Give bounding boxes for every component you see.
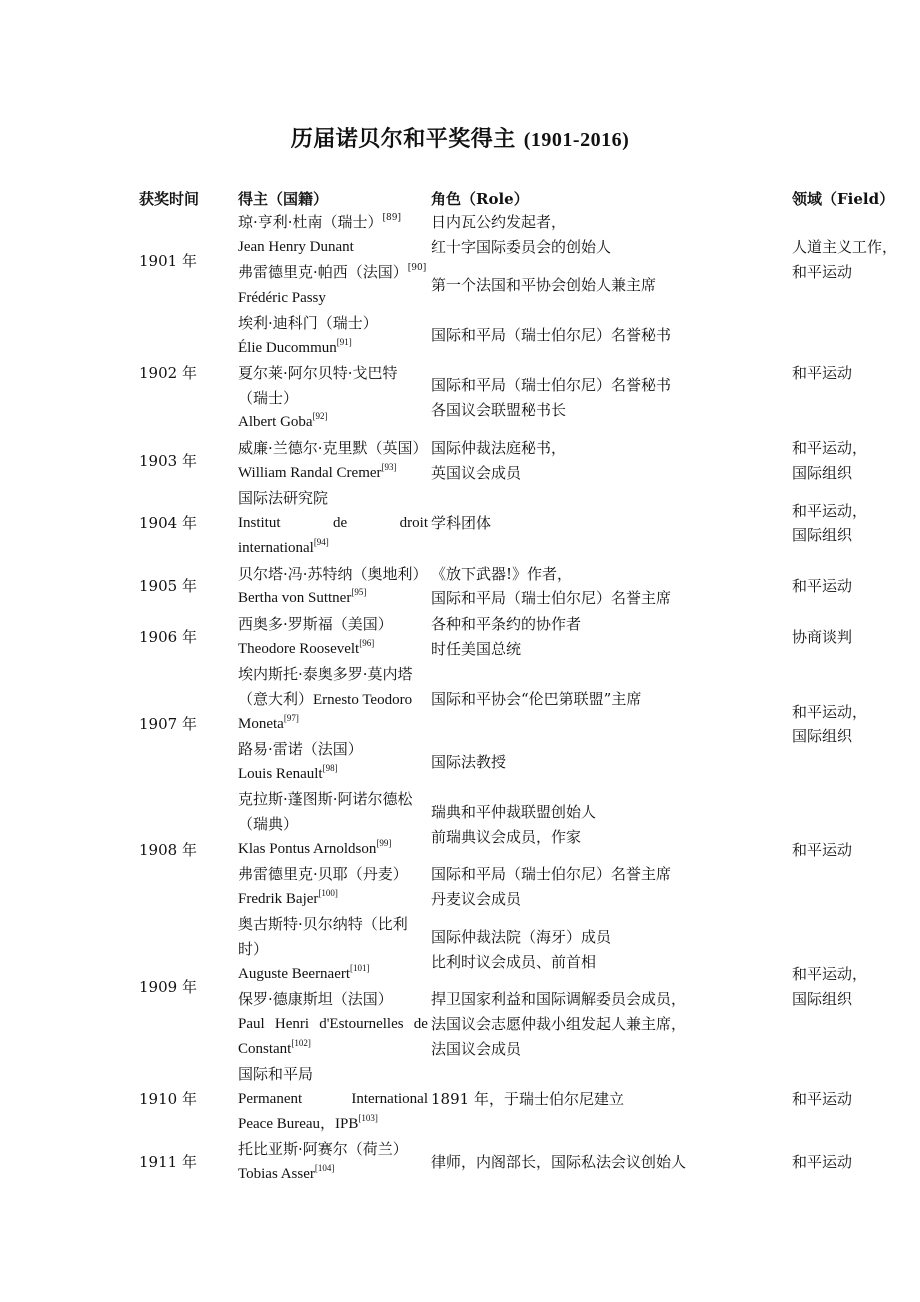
field-1903-1: 和平运动，	[792, 439, 868, 457]
page-title	[0, 122, 920, 153]
laureate-moneta-cn-2: （意大利）Ernesto Teodoro	[238, 690, 413, 708]
year-1905: 1905 年	[139, 577, 197, 595]
field-1903-2: 国际组织	[792, 464, 853, 482]
laureate-bajer-cn: 弗雷德里克·贝耶（丹麦）	[238, 865, 408, 883]
field-1910: 和平运动	[792, 1090, 853, 1108]
laureate-beernaert-cn-1: 奥古斯特·贝尔纳特（比利	[238, 915, 408, 933]
role-dunant-2: 红十字国际委员会的创始人	[431, 238, 612, 256]
role-estournelles-3: 法国议会成员	[431, 1040, 522, 1058]
laureate-dunant-en: Jean Henry Dunant	[238, 239, 354, 255]
role-beernaert-1: 国际仲裁法院（海牙）成员	[431, 928, 612, 946]
citation[interactable]: [91]	[336, 337, 352, 347]
year-1911: 1911 年	[139, 1153, 197, 1171]
role-asser: 律师，内阁部长，国际私法会议创始人	[431, 1153, 687, 1171]
role-goba-1: 国际和平局（瑞士伯尔尼）名誉秘书	[431, 376, 672, 394]
year-1903: 1903 年	[139, 452, 197, 470]
year-1904: 1904 年	[139, 514, 197, 532]
field-1908: 和平运动	[792, 841, 853, 859]
laureate-cremer-cn: 威廉·兰德尔·克里默（英国）	[238, 439, 428, 457]
laureate-roosevelt-cn: 西奥多·罗斯福（美国）	[238, 615, 393, 633]
laureate-cremer-en: William Randal Cremer[93]	[238, 462, 397, 481]
header-year: 获奖时间	[139, 190, 200, 208]
role-cremer-2: 英国议会成员	[431, 464, 522, 482]
laureate-renault-en: Louis Renault[98]	[238, 763, 338, 782]
year-1901: 1901 年	[139, 252, 197, 270]
title-years: (1901-2016)	[523, 129, 630, 151]
header-role: 角色（Role）	[431, 190, 529, 208]
year-1910: 1910 年	[139, 1090, 197, 1108]
title-main: 历届诺贝尔和平奖得主	[290, 126, 516, 152]
header-laureate: 得主（国籍）	[238, 190, 329, 208]
role-cremer-1: 国际仲裁法庭秘书，	[431, 439, 567, 457]
header-field: 领域（Field）	[792, 190, 895, 208]
laureate-moneta-cn-1: 埃内斯托·泰奥多罗·莫内塔	[238, 665, 413, 683]
laureate-suttner-en: Bertha von Suttner[95]	[238, 587, 367, 606]
citation[interactable]: [93]	[381, 462, 397, 472]
citation[interactable]: [98]	[322, 763, 338, 773]
citation[interactable]: [100]	[318, 888, 338, 898]
laureate-arnoldson-en: Klas Pontus Arnoldson[99]	[238, 838, 392, 857]
field-1905: 和平运动	[792, 577, 853, 595]
role-arnoldson-2: 前瑞典议会成员，作家	[431, 828, 582, 846]
field-1911: 和平运动	[792, 1153, 853, 1171]
field-1904-1: 和平运动，	[792, 502, 868, 520]
year-1909: 1909 年	[139, 978, 197, 996]
citation[interactable]: [103]	[358, 1113, 378, 1123]
field-1901-2: 和平运动	[792, 263, 853, 281]
citation[interactable]: [104]	[314, 1163, 335, 1173]
role-ducommun: 国际和平局（瑞士伯尔尼）名誉秘书	[431, 326, 672, 344]
laureate-passy-cn: 弗雷德里克·帕西（法国）[90]	[238, 263, 427, 281]
role-renault: 国际法教授	[431, 753, 507, 771]
laureate-ducommun-cn: 埃利·迪科门（瑞士）	[238, 314, 378, 332]
role-idi: 学科团体	[431, 514, 492, 532]
field-1906: 协商谈判	[792, 628, 853, 646]
citation[interactable]: [102]	[291, 1038, 311, 1048]
role-estournelles-2: 法国议会志愿仲裁小组发起人兼主席，	[431, 1015, 687, 1033]
laureate-estournelles-en-1: Paul Henri d'Estournelles de	[238, 1016, 428, 1032]
laureate-arnoldson-cn-1: 克拉斯·蓬图斯·阿诺尔德松	[238, 790, 413, 808]
laureate-asser-cn: 托比亚斯·阿赛尔（荷兰）	[238, 1140, 408, 1158]
laureate-suttner-cn: 贝尔塔·冯·苏特纳（奥地利）	[238, 565, 428, 583]
laureate-estournelles-cn: 保罗·德康斯坦（法国）	[238, 990, 393, 1008]
citation[interactable]: [96]	[359, 638, 375, 648]
citation[interactable]: [92]	[312, 411, 328, 421]
role-goba-2: 各国议会联盟秘书长	[431, 401, 567, 419]
role-passy: 第一个法国和平协会创始人兼主席	[431, 276, 657, 294]
citation[interactable]: [90]	[407, 263, 427, 273]
role-estournelles-1: 捍卫国家利益和国际调解委员会成员，	[431, 990, 687, 1008]
role-bajer-1: 国际和平局（瑞士伯尔尼）名誉主席	[431, 865, 672, 883]
laureate-ipb-en-2: Peace Bureau，IPB[103]	[238, 1113, 378, 1132]
role-ipb: 1891 年，于瑞士伯尔尼建立	[431, 1090, 624, 1108]
role-suttner-2: 国际和平局（瑞士伯尔尼）名誉主席	[431, 589, 672, 607]
role-suttner-1: 《放下武器!》作者，	[431, 565, 573, 583]
year-1907: 1907 年	[139, 715, 197, 733]
laureate-idi-en-2: international[94]	[238, 537, 329, 556]
citation[interactable]: [99]	[376, 838, 392, 848]
laureate-roosevelt-en: Theodore Roosevelt[96]	[238, 638, 375, 657]
laureate-ducommun-en: Élie Ducommun[91]	[238, 337, 352, 356]
year-1902: 1902 年	[139, 364, 197, 382]
field-1909-1: 和平运动，	[792, 965, 868, 983]
laureate-estournelles-en-2: Constant[102]	[238, 1038, 311, 1057]
laureate-bajer-en: Fredrik Bajer[100]	[238, 888, 338, 907]
laureate-arnoldson-cn-2: （瑞典）	[238, 815, 299, 833]
citation[interactable]: [101]	[350, 963, 370, 973]
citation[interactable]: [94]	[313, 537, 329, 547]
laureate-beernaert-en: Auguste Beernaert[101]	[238, 963, 370, 982]
laureate-idi-cn: 国际法研究院	[238, 489, 329, 507]
role-roosevelt-2: 时任美国总统	[431, 640, 522, 658]
field-1907-2: 国际组织	[792, 727, 853, 745]
role-moneta: 国际和平协会“伦巴第联盟”主席	[431, 690, 642, 708]
laureate-passy-en: Frédéric Passy	[238, 290, 326, 306]
field-1902: 和平运动	[792, 364, 853, 382]
role-bajer-2: 丹麦议会成员	[431, 890, 522, 908]
laureate-renault-cn: 路易·雷诺（法国）	[238, 740, 363, 758]
laureate-goba-cn-1: 夏尔莱·阿尔贝特·戈巴特	[238, 364, 398, 382]
laureate-ipb-en-1: Permanent International	[238, 1091, 428, 1107]
laureate-ipb-cn: 国际和平局	[238, 1065, 314, 1083]
year-1906: 1906 年	[139, 628, 197, 646]
role-arnoldson-1: 瑞典和平仲裁联盟创始人	[431, 803, 597, 821]
field-1907-1: 和平运动，	[792, 703, 868, 721]
citation[interactable]: [95]	[351, 587, 367, 597]
citation[interactable]: [89]	[382, 213, 402, 223]
citation[interactable]: [97]	[283, 713, 299, 723]
laureate-asser-en: Tobias Asser[104]	[238, 1163, 335, 1182]
laureate-goba-cn-2: （瑞士）	[238, 389, 299, 407]
role-beernaert-2: 比利时议会成员、前首相	[431, 953, 597, 971]
role-roosevelt-1: 各种和平条约的协作者	[431, 615, 582, 633]
field-1901-1: 人道主义工作，	[792, 238, 898, 256]
laureate-moneta-en: Moneta[97]	[238, 713, 299, 732]
laureate-beernaert-cn-2: 时）	[238, 940, 269, 958]
role-dunant-1: 日内瓦公约发起者，	[431, 213, 567, 231]
field-1909-2: 国际组织	[792, 990, 853, 1008]
year-1908: 1908 年	[139, 841, 197, 859]
field-1904-2: 国际组织	[792, 526, 853, 544]
laureate-goba-en: Albert Goba[92]	[238, 411, 328, 430]
laureate-idi-en-1: Institut de droit	[238, 515, 428, 531]
laureate-dunant-cn: 琼·亨利·杜南（瑞士）[89]	[238, 213, 402, 231]
